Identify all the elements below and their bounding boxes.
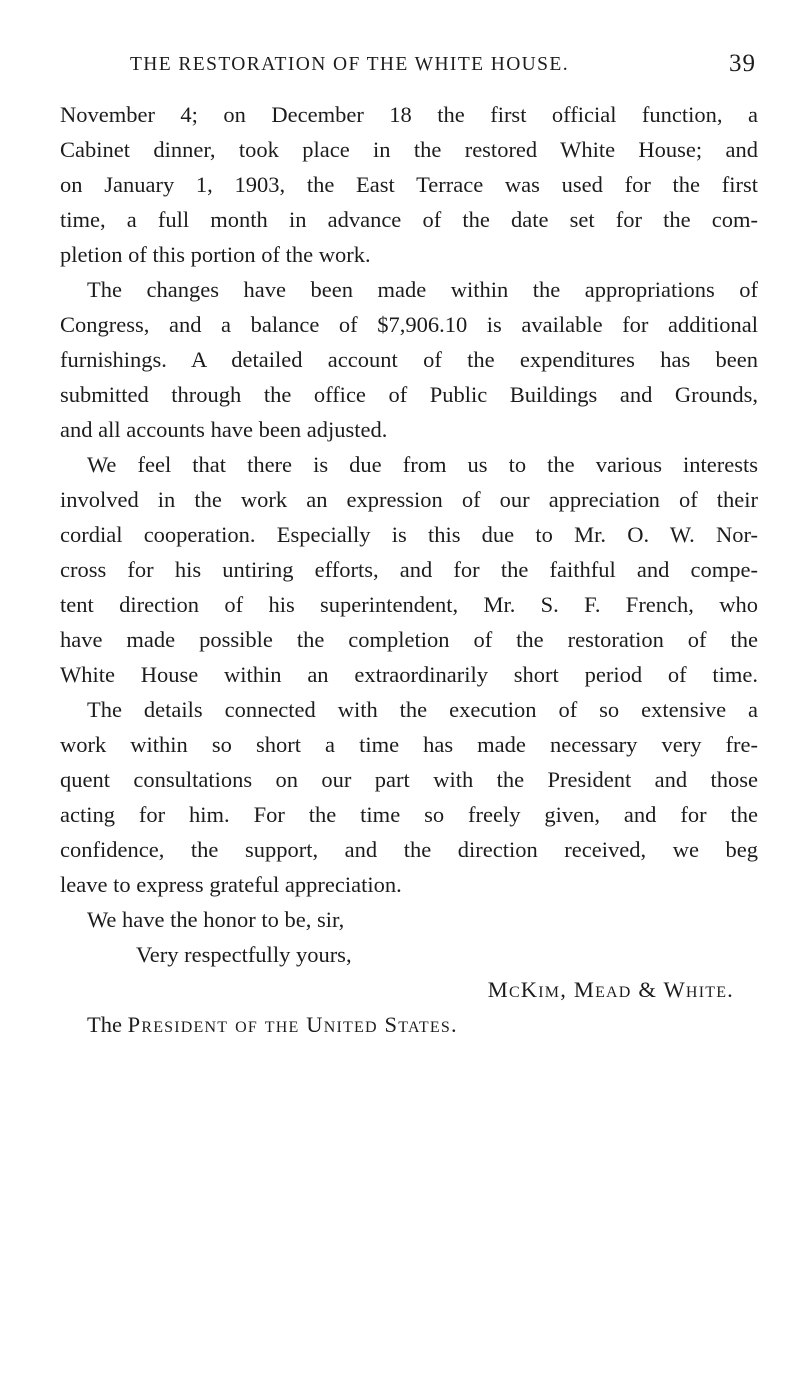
addressee-title: President of the United States. xyxy=(127,1012,458,1037)
text-line: November 4; on December 18 the first official function, a xyxy=(60,102,758,127)
text-line: The details connected with the execution of so extensive a xyxy=(87,697,758,722)
addressee xyxy=(60,1007,758,1042)
text-line: tent direction of his superintendent, Mr. S. F. French, who xyxy=(60,592,758,617)
text-line: submitted through the office of Public Buildings and Grounds, xyxy=(60,382,758,407)
text-line: cordial cooperation. Especially is this due to Mr. O. W. Nor- xyxy=(60,522,758,547)
paragraph-1 xyxy=(60,97,758,272)
text-line: involved in the work an expression of our appreciation of their xyxy=(60,487,758,512)
text-line: leave to express grateful appreciation. xyxy=(60,872,402,897)
text-line: Congress, and a balance of $7,906.10 is available for additional xyxy=(60,312,758,337)
valediction: Very respectfully yours, xyxy=(136,942,352,967)
text-line: Cabinet dinner, took place in the restored White House; and xyxy=(60,137,758,162)
text-line: have made possible the completion of the restoration of the xyxy=(60,627,758,652)
running-title: THE RESTORATION OF THE WHITE HOUSE. xyxy=(130,54,569,75)
text-line: furnishings. A detailed account of the expenditures has been xyxy=(60,347,758,372)
text-line: acting for him. For the time so freely given, and for the xyxy=(60,802,758,827)
salutation: We have the honor to be, sir, xyxy=(87,907,345,932)
paragraph-3 xyxy=(60,447,758,692)
text-line: The changes have been made within the appropriations of xyxy=(87,277,758,302)
paragraph-2 xyxy=(60,272,758,447)
page-number: 39 xyxy=(729,50,756,77)
text-line: work within so short a time has made necessary very fre- xyxy=(60,732,758,757)
text-line: We feel that there is due from us to the various interests xyxy=(87,452,758,477)
text-line: cross for his untiring efforts, and for the faithful and compe- xyxy=(60,557,758,582)
body-text xyxy=(60,97,758,1042)
text-line: quent consultations on our part with the President and those xyxy=(60,767,758,792)
running-head xyxy=(60,50,760,82)
text-line: White House within an extraordinarily short period of time. xyxy=(60,662,758,687)
text-line: pletion of this portion of the work. xyxy=(60,242,371,267)
addressee-article: The xyxy=(87,1012,122,1037)
signature-name: McKim, Mead & White. xyxy=(487,977,734,1002)
text-line: and all accounts have been adjusted. xyxy=(60,417,388,442)
paragraph-4 xyxy=(60,692,758,902)
text-line: confidence, the support, and the direction received, we beg xyxy=(60,837,758,862)
text-line: time, a full month in advance of the date set for the com- xyxy=(60,207,758,232)
text-line: on January 1, 1903, the East Terrace was used for the first xyxy=(60,172,758,197)
signature xyxy=(60,972,758,1007)
